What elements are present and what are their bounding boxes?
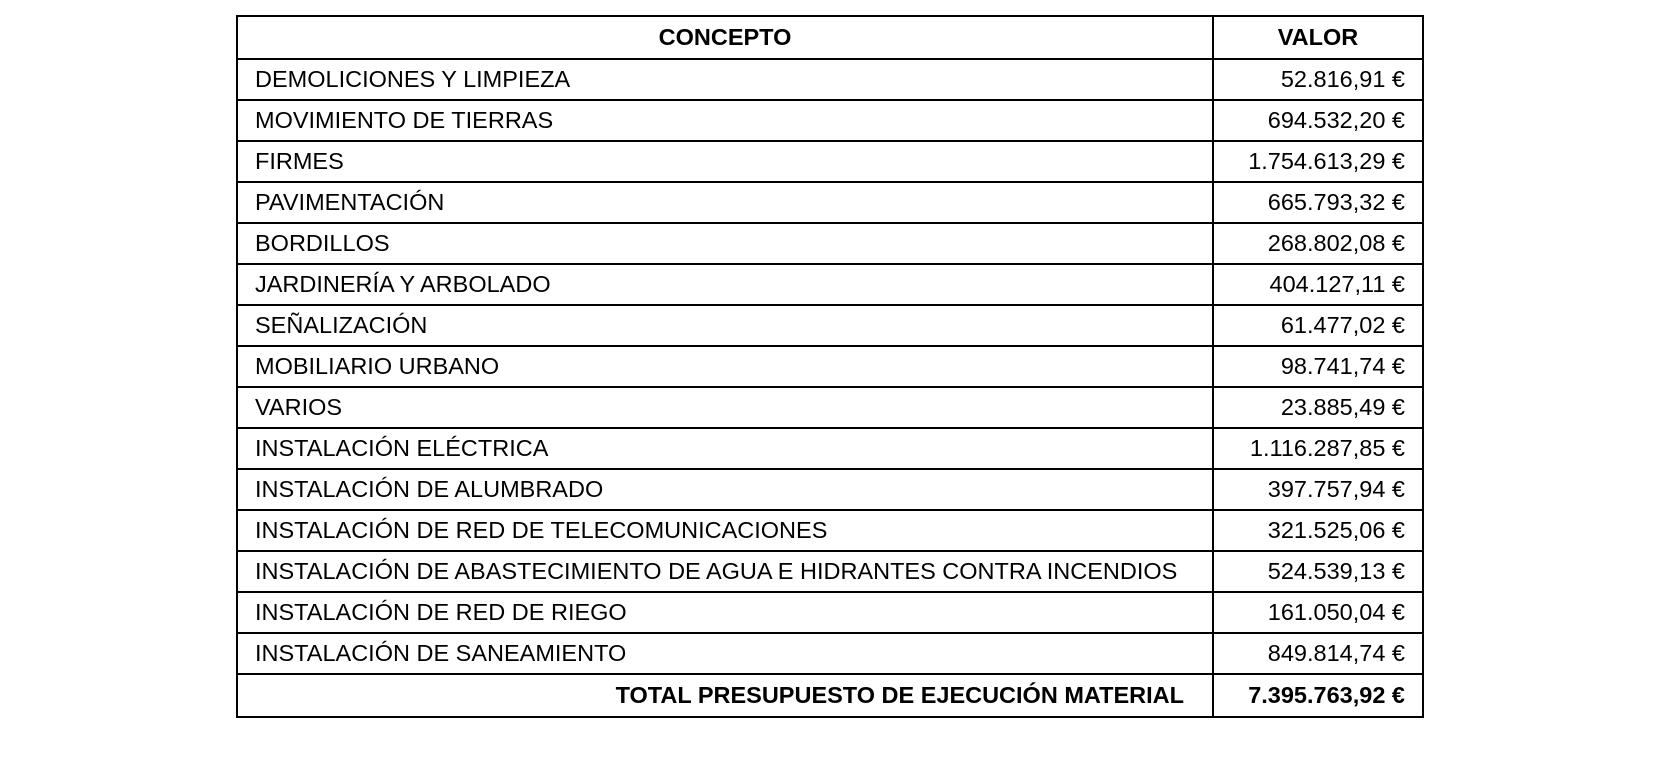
value-cell: 321.525,06 € xyxy=(1213,510,1423,551)
concept-cell: INSTALACIÓN DE SANEAMIENTO xyxy=(237,633,1213,674)
value-cell: 98.741,74 € xyxy=(1213,346,1423,387)
table-row xyxy=(237,633,1423,674)
concept-cell: JARDINERÍA Y ARBOLADO xyxy=(237,264,1213,305)
value-cell: 524.539,13 € xyxy=(1213,551,1423,592)
value-cell: 1.754.613,29 € xyxy=(1213,141,1423,182)
budget-table xyxy=(236,15,1424,718)
table-row xyxy=(237,428,1423,469)
total-value: 7.395.763,92 € xyxy=(1213,674,1423,717)
concept-cell: PAVIMENTACIÓN xyxy=(237,182,1213,223)
table-row xyxy=(237,305,1423,346)
table-row xyxy=(237,100,1423,141)
table-row xyxy=(237,469,1423,510)
column-header-concept: CONCEPTO xyxy=(237,16,1213,59)
table-row xyxy=(237,141,1423,182)
concept-cell: MOBILIARIO URBANO xyxy=(237,346,1213,387)
concept-cell: FIRMES xyxy=(237,141,1213,182)
concept-cell: BORDILLOS xyxy=(237,223,1213,264)
value-cell: 404.127,11 € xyxy=(1213,264,1423,305)
total-row xyxy=(237,674,1423,717)
value-cell: 268.802,08 € xyxy=(1213,223,1423,264)
value-cell: 849.814,74 € xyxy=(1213,633,1423,674)
table-row xyxy=(237,264,1423,305)
concept-cell: SEÑALIZACIÓN xyxy=(237,305,1213,346)
concept-cell: MOVIMIENTO DE TIERRAS xyxy=(237,100,1213,141)
concept-cell: INSTALACIÓN DE ABASTECIMIENTO DE AGUA E HIDRANTES CONTRA INCENDIOS xyxy=(237,551,1213,592)
table-row xyxy=(237,510,1423,551)
concept-cell: VARIOS xyxy=(237,387,1213,428)
concept-cell: INSTALACIÓN DE ALUMBRADO xyxy=(237,469,1213,510)
concept-cell: INSTALACIÓN DE RED DE RIEGO xyxy=(237,592,1213,633)
table-row xyxy=(237,346,1423,387)
concept-cell: INSTALACIÓN DE RED DE TELECOMUNICACIONES xyxy=(237,510,1213,551)
table-row xyxy=(237,59,1423,100)
table-row xyxy=(237,387,1423,428)
table-header-row xyxy=(237,16,1423,59)
value-cell: 23.885,49 € xyxy=(1213,387,1423,428)
table-row xyxy=(237,551,1423,592)
total-label: TOTAL PRESUPUESTO DE EJECUCIÓN MATERIAL xyxy=(237,674,1213,717)
value-cell: 397.757,94 € xyxy=(1213,469,1423,510)
value-cell: 61.477,02 € xyxy=(1213,305,1423,346)
value-cell: 665.793,32 € xyxy=(1213,182,1423,223)
table-row xyxy=(237,182,1423,223)
value-cell: 1.116.287,85 € xyxy=(1213,428,1423,469)
value-cell: 694.532,20 € xyxy=(1213,100,1423,141)
value-cell: 161.050,04 € xyxy=(1213,592,1423,633)
table-row xyxy=(237,592,1423,633)
concept-cell: INSTALACIÓN ELÉCTRICA xyxy=(237,428,1213,469)
table-row xyxy=(237,223,1423,264)
column-header-value: VALOR xyxy=(1213,16,1423,59)
value-cell: 52.816,91 € xyxy=(1213,59,1423,100)
concept-cell: DEMOLICIONES Y LIMPIEZA xyxy=(237,59,1213,100)
